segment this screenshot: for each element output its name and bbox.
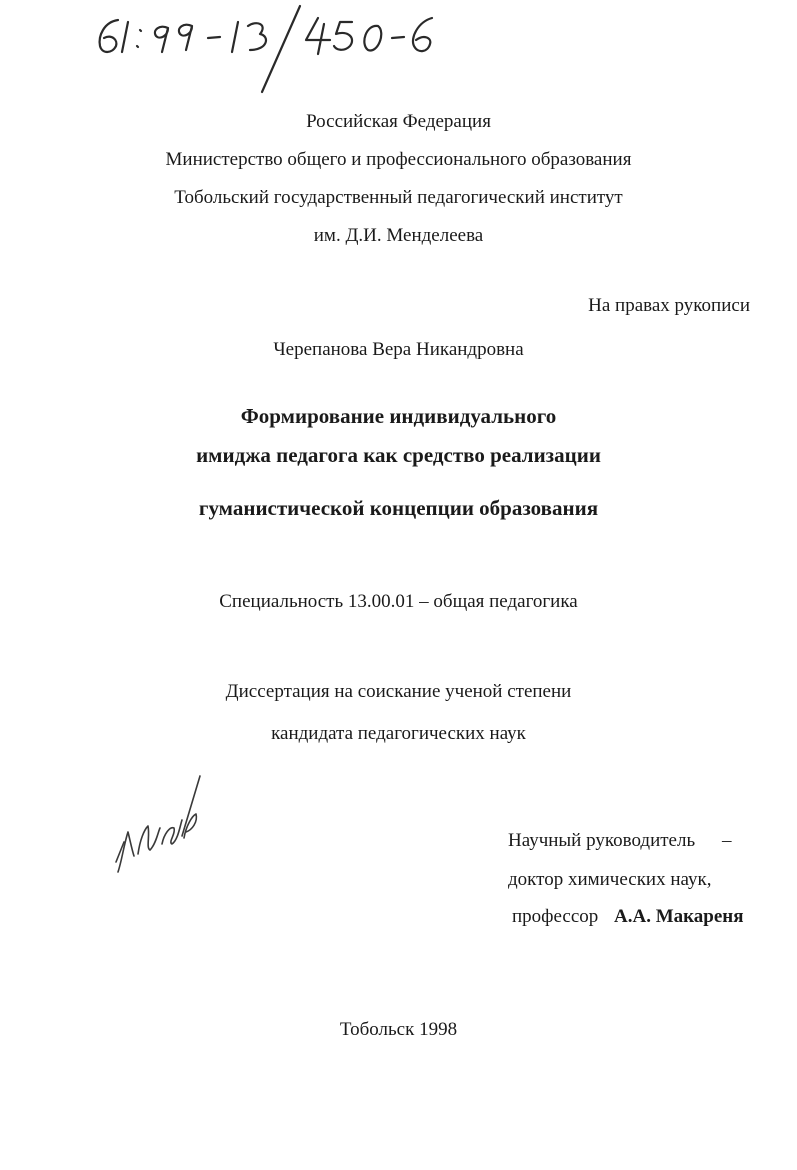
- handwritten-call-number: [0, 0, 797, 120]
- place-year: Тобольск 1998: [339, 1019, 458, 1040]
- title-line-2: имиджа педагога как средство реализации: [196, 443, 601, 467]
- institute-name: Тобольский государственный педагогический институт: [174, 187, 623, 208]
- supervisor-dash: –: [722, 830, 732, 851]
- degree-line-1: Диссертация на соискание ученой степени: [225, 681, 572, 702]
- supervisor-degree: доктор химических наук,: [508, 869, 712, 890]
- supervisor-title: профессор: [512, 906, 599, 927]
- rights-note: На правах рукописи: [588, 295, 750, 316]
- author-name: Черепанова Вера Никандровна: [273, 339, 524, 360]
- handwritten-signature: [0, 770, 260, 900]
- specialty: Специальность 13.00.01 – общая педагогика: [219, 591, 578, 612]
- institute-named-after: им. Д.И. Менделеева: [313, 225, 484, 246]
- supervisor-role: Научный руководитель: [508, 830, 696, 851]
- ministry-name: Министерство общего и профессионального образования: [165, 149, 632, 170]
- degree-line-2: кандидата педагогических наук: [271, 723, 526, 744]
- title-line-3: гуманистической концепции образования: [198, 496, 599, 520]
- supervisor-name: А.А. Макареня: [614, 906, 744, 927]
- country-name: Российская Федерация: [306, 111, 491, 132]
- title-line-1: Формирование индивидуального: [240, 404, 557, 428]
